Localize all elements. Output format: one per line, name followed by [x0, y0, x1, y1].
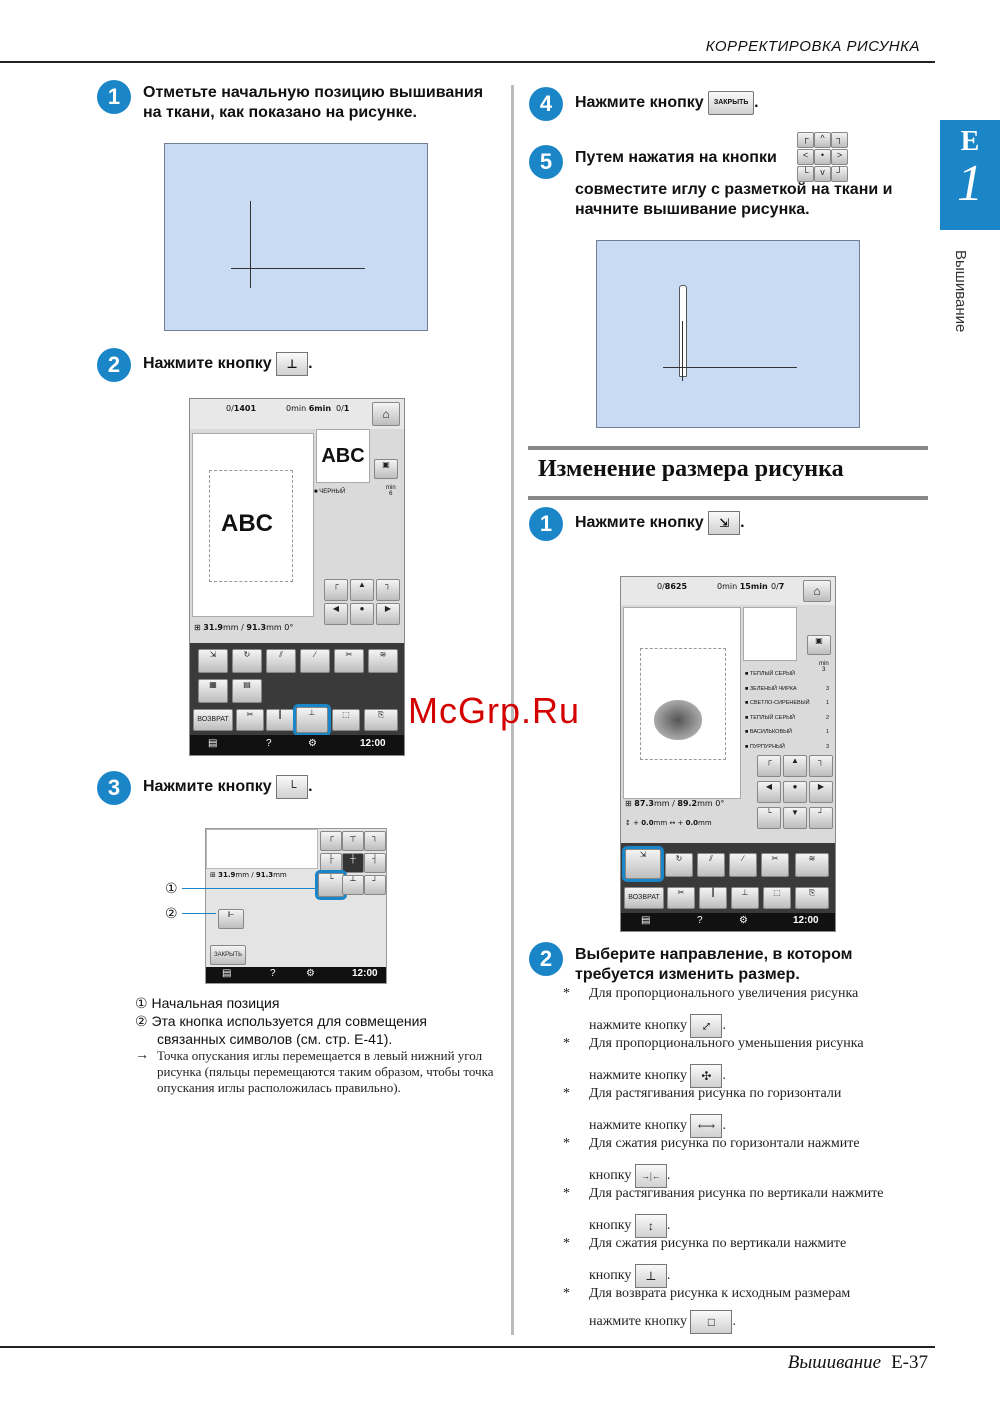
list-item-text: Для растягивания рисунка по вертикали нажмите — [589, 1186, 884, 1201]
stitch-count: 0/8625 — [657, 582, 688, 591]
mirror-button[interactable]: ⫽ — [697, 853, 725, 877]
callout-line — [182, 888, 317, 889]
page-number: E-37 — [891, 1352, 928, 1373]
middle-right-button[interactable]: ┤ — [364, 853, 386, 873]
top-left-button[interactable]: ┌ — [320, 831, 342, 851]
middle-left-button[interactable]: ├ — [320, 853, 342, 873]
center-button[interactable]: ● — [783, 781, 807, 803]
note-item: ① Начальная позиция — [135, 995, 280, 1011]
help-icon[interactable]: ? — [697, 915, 703, 926]
step-text: Нажмите кнопку └ . — [143, 775, 313, 799]
embroidery-button[interactable]: ⎘ — [364, 709, 398, 731]
page-header: КОРРЕКТИРОВКА РИСУНКА — [705, 38, 920, 55]
color-button[interactable]: ✂ — [761, 853, 789, 877]
step-text: совместите иглу с разметкой на ткани и начните вышивание рисунка. — [575, 181, 893, 218]
mirror-button[interactable]: ⫽ — [266, 649, 296, 673]
manual-icon[interactable]: ▤ — [641, 915, 651, 926]
step-number: 2 — [97, 348, 131, 382]
center-button[interactable]: ● — [350, 603, 374, 625]
link-button[interactable]: ⊩ — [218, 909, 244, 929]
basting-button[interactable]: ┃ — [699, 887, 727, 909]
trial-button[interactable]: ⬚ — [763, 887, 791, 909]
step-text: Отметьте начальную позицию вышивания на ткани, как показано на рисунке. — [143, 84, 484, 121]
thumbnail-preview — [743, 607, 797, 661]
size-button[interactable]: ⇲ — [198, 649, 228, 673]
pattern-offset: ↕ + 0.0mm ↔ + 0.0mm — [625, 819, 712, 827]
step-text: Нажмите кнопку ⊥ . — [143, 352, 313, 376]
mark-vertical — [250, 201, 251, 288]
list-item-text: нажмите кнопку □ . — [589, 1310, 736, 1334]
zoom-button[interactable]: ▣ — [374, 459, 398, 479]
bottom-bar — [621, 913, 835, 931]
list-item: * Для возврата рисунка к исходным размерам нажмите кнопку □ . — [563, 1286, 933, 1336]
section-heading — [528, 446, 928, 500]
arrow-up-left-button[interactable]: ┌ — [324, 579, 348, 601]
cut-button[interactable]: ✂ — [236, 709, 264, 731]
arrow-up-right-icon: ┐ — [831, 132, 848, 148]
arrow-up-icon: ^ — [814, 132, 831, 148]
footer-section: Вышивание — [787, 1352, 882, 1373]
compress-vertical-icon: ⊥ — [635, 1264, 667, 1288]
bottom-bar — [206, 967, 386, 983]
border-button[interactable]: ≋ — [795, 853, 829, 877]
pattern-size: ⊞ 31.9mm / 91.3mm 0° — [194, 623, 294, 632]
arrow-down-left-button[interactable]: └ — [757, 807, 781, 829]
stretch-vertical-icon: ↕ — [635, 1214, 667, 1238]
bottom-bar — [190, 735, 404, 755]
color-minutes: min 6 — [386, 485, 396, 497]
close-button-icon: ЗАКРЫТЬ — [708, 91, 754, 115]
manual-icon[interactable]: ▤ — [208, 738, 218, 749]
list-item-text: Для возврата рисунка к исходным размерам — [589, 1286, 851, 1301]
arrow-right-button[interactable]: ▶ — [376, 603, 400, 625]
watermark: McGrp.Ru — [408, 690, 581, 731]
callout-line — [182, 913, 216, 914]
size-button-icon: ⇲ — [708, 511, 740, 535]
thumbnail-preview: ABC — [316, 429, 370, 483]
color-list-item: ■ ТЕПЛЫЙ СЕРЫЙ 2 — [745, 714, 829, 721]
footer-rule — [0, 1346, 935, 1348]
top-right-button[interactable]: ┐ — [364, 831, 386, 851]
color-list-item: ■ ТЕПЛЫЙ СЕРЫЙ — [745, 671, 795, 677]
step-label: Нажмите кнопку — [143, 355, 272, 373]
chapter-number: 1 — [957, 155, 983, 212]
color-list-item: ■ ПУРПУРНЫЙ 3 — [745, 743, 829, 750]
arrow-left-icon: < — [797, 149, 814, 165]
help-icon[interactable]: ? — [266, 738, 272, 749]
color-list-item: ■ СВЕТЛО-СИРЕНЕВЫЙ 1 — [745, 700, 829, 706]
clock: 12:00 — [793, 915, 819, 926]
close-button[interactable]: ЗАКРЫТЬ — [210, 945, 246, 965]
density-button[interactable]: ∕ — [729, 853, 757, 877]
resize-options-list — [563, 986, 933, 1336]
header-rule — [0, 61, 935, 63]
reset-size-icon: □ — [690, 1310, 732, 1334]
color-count: 0/7 — [771, 582, 785, 591]
home-icon[interactable]: ⌂ — [803, 580, 831, 602]
compress-horizontal-icon: →|← — [635, 1164, 667, 1188]
color-list — [745, 667, 829, 754]
chapter-letter: E — [960, 126, 980, 157]
step-number: 5 — [529, 145, 563, 179]
step-label: Нажмите кнопку — [575, 514, 704, 532]
lcd-screen — [189, 398, 405, 756]
start-point-button[interactable]: ⊥ — [731, 887, 759, 909]
pattern-preview: ABC — [221, 510, 273, 537]
step-label: Нажмите кнопку — [143, 778, 272, 796]
arrow-mark: → — [135, 1048, 149, 1063]
list-item-text: нажмите кнопку ⟷ . — [589, 1114, 726, 1138]
list-item: * Для растягивания рисунка по горизонтали нажмите кнопку ⟷ . — [563, 1086, 933, 1136]
lower-left-button[interactable]: └ — [318, 873, 344, 897]
mark-horizontal — [231, 268, 365, 269]
list-item: * Для растягивания рисунка по вертикали нажмите кнопку ↕ . — [563, 1186, 933, 1236]
needle-mode-icon[interactable]: ⚙ — [308, 738, 317, 749]
spacing-button[interactable]: ▤ — [232, 679, 262, 703]
arrow-down-left-icon: └ — [797, 166, 814, 182]
stitch-count: 0/1401 — [226, 404, 257, 413]
needle-mode-icon[interactable]: ⚙ — [739, 915, 748, 926]
size-button[interactable]: ⇲ — [625, 849, 661, 879]
control-panel — [190, 643, 404, 755]
pattern-size: ⊞ 31.9mm / 91.3mm — [210, 871, 287, 879]
arrow-note: Точка опускания иглы перемещается в левый нижний угол рисунка (пяльцы перемещаются таким образом, чтобы точка опускания иглы расположилась правильно). — [157, 1048, 494, 1095]
status-bar — [621, 577, 835, 605]
list-item-text: Для сжатия рисунка по горизонтали нажмите — [589, 1136, 860, 1151]
arrow-up-right-button[interactable]: ┐ — [809, 755, 833, 777]
floral-pattern — [654, 700, 702, 740]
step-number: 1 — [529, 507, 563, 541]
step-text: Выберите направление, в котором требуется изменить размер. — [575, 946, 853, 983]
color-button[interactable]: ✂ — [334, 649, 364, 673]
step-number: 4 — [529, 87, 563, 121]
step-text: Путем нажатия на кнопки — [575, 149, 777, 166]
step-text: Нажмите кнопку ЗАКРЫТЬ . — [575, 91, 759, 115]
arrow-down-icon: v — [814, 166, 831, 182]
notes-list — [135, 994, 475, 1048]
clock: 12:00 — [352, 968, 378, 979]
return-button[interactable]: ВОЗВРАТ — [624, 887, 664, 909]
arrow-up-button[interactable]: ▲ — [350, 579, 374, 601]
color-count: 0/1 — [336, 404, 350, 413]
color-minutes: min 3 — [819, 661, 829, 673]
top-center-button[interactable]: ┬ — [342, 831, 364, 851]
needle-mode-icon[interactable]: ⚙ — [306, 968, 315, 979]
note-item: ② Эта кнопка используется для совмещения связанных символов (см. стр. E-41). — [135, 1013, 427, 1047]
needle-icon — [679, 285, 687, 377]
pattern-area — [192, 433, 314, 617]
list-item-text: Для пропорционального уменьшения рисунка — [589, 1036, 864, 1051]
rotate-button[interactable]: ↻ — [665, 853, 693, 877]
page-footer — [788, 1352, 928, 1374]
center-icon: • — [814, 149, 831, 165]
arrow-right-button[interactable]: ▶ — [809, 781, 833, 803]
color-list-item: ■ ВАСИЛЬКОВЫЙ 1 — [745, 729, 829, 735]
step-label: Нажмите кнопку — [575, 94, 704, 112]
control-panel — [621, 843, 835, 931]
section-title: Изменение размера рисунка — [538, 456, 844, 482]
list-item: * Для пропорционального увеличения рисунка нажмите кнопку ⤢ . — [563, 986, 933, 1036]
array-button[interactable]: ▦ — [198, 679, 228, 703]
clock: 12:00 — [360, 738, 386, 749]
density-button[interactable]: ∕ — [300, 649, 330, 673]
bottom-center-button[interactable]: ┴ — [342, 875, 364, 895]
list-item-text: нажмите кнопку ✣ . — [589, 1064, 726, 1088]
status-bar — [190, 399, 404, 429]
arrow-left-button[interactable]: ◀ — [757, 781, 781, 803]
color-list-item: ■ ЧЕРНЫЙ — [314, 489, 346, 495]
arrow-right-icon: > — [831, 149, 848, 165]
arrow-up-left-button[interactable]: ┌ — [757, 755, 781, 777]
list-item-text: нажмите кнопку ⤢ . — [589, 1014, 726, 1038]
list-item-text: Для растягивания рисунка по горизонтали — [589, 1086, 842, 1101]
list-item-text: кнопку ↕ . — [589, 1214, 670, 1238]
list-item-text: кнопку ⊥ . — [589, 1264, 670, 1288]
pattern-size: ⊞ 87.3mm / 89.2mm 0° — [625, 799, 725, 808]
manual-icon[interactable]: ▤ — [222, 968, 232, 979]
step-number: 3 — [97, 771, 131, 805]
pattern-area — [623, 607, 741, 799]
list-item-text: кнопку →|← . — [589, 1164, 670, 1188]
basting-button[interactable]: ┃ — [266, 709, 294, 731]
step-text: Нажмите кнопку ⇲ . — [575, 511, 745, 535]
chapter-section: Вышивание — [952, 250, 969, 333]
time-count: 0min 15min — [717, 582, 768, 591]
reduce-icon: ✣ — [690, 1064, 722, 1088]
start-point-button-icon: ⊥ — [276, 352, 308, 376]
center-button[interactable]: ┼ — [342, 853, 364, 873]
step-number: 1 — [97, 80, 131, 114]
return-button[interactable]: ВОЗВРАТ — [193, 709, 233, 731]
arrow-up-button[interactable]: ▲ — [783, 755, 807, 777]
arrow-down-button[interactable]: ▼ — [783, 807, 807, 829]
help-icon[interactable]: ? — [270, 968, 276, 979]
time-count: 0min 6min — [286, 404, 332, 413]
callout-2: ② — [165, 905, 178, 921]
home-icon[interactable]: ⌂ — [372, 402, 400, 426]
list-item: * Для сжатия рисунка по вертикали нажмите кнопку ⊥ . — [563, 1236, 933, 1286]
fabric-illustration — [164, 143, 428, 331]
trial-button[interactable]: ⬚ — [332, 709, 360, 731]
embroidery-button[interactable]: ⎘ — [795, 887, 829, 909]
cut-button[interactable]: ✂ — [667, 887, 695, 909]
list-item: * Для пропорционального уменьшения рисунка нажмите кнопку ✣ . — [563, 1036, 933, 1086]
border-button[interactable]: ≋ — [368, 649, 398, 673]
start-point-button[interactable]: ⊥ — [296, 707, 328, 733]
mark-horizontal — [663, 367, 797, 368]
list-item-text: Для сжатия рисунка по вертикали нажмите — [589, 1236, 847, 1251]
chapter-tab — [940, 120, 1000, 230]
stretch-horizontal-icon: ⟷ — [690, 1114, 722, 1138]
arrow-down-right-icon: ┘ — [831, 166, 848, 182]
lower-left-button-icon: └ — [276, 775, 308, 799]
pattern-area — [206, 829, 318, 869]
arrow-keys-icon — [797, 132, 849, 182]
list-item-text: Для пропорционального увеличения рисунка — [589, 986, 859, 1001]
arrow-down-right-button[interactable]: ┘ — [809, 807, 833, 829]
arrow-up-left-icon: ┌ — [797, 132, 814, 148]
arrow-up-right-button[interactable]: ┐ — [376, 579, 400, 601]
callout-1: ① — [165, 880, 178, 896]
zoom-button[interactable]: ▣ — [807, 635, 831, 655]
lcd-screen-detail — [205, 828, 387, 984]
mark-vertical — [682, 321, 683, 381]
arrow-left-button[interactable]: ◀ — [324, 603, 348, 625]
enlarge-icon: ⤢ — [690, 1014, 722, 1038]
step-number: 2 — [529, 942, 563, 976]
fabric-needle-illustration — [596, 240, 860, 428]
bottom-right-button[interactable]: ┘ — [364, 875, 386, 895]
rotate-button[interactable]: ↻ — [232, 649, 262, 673]
lcd-screen — [620, 576, 836, 932]
list-item: * Для сжатия рисунка по горизонтали нажмите кнопку →|← . — [563, 1136, 933, 1186]
color-list-item: ■ ЗЕЛЕНЫЙ ЧИРКА 3 — [745, 685, 829, 692]
